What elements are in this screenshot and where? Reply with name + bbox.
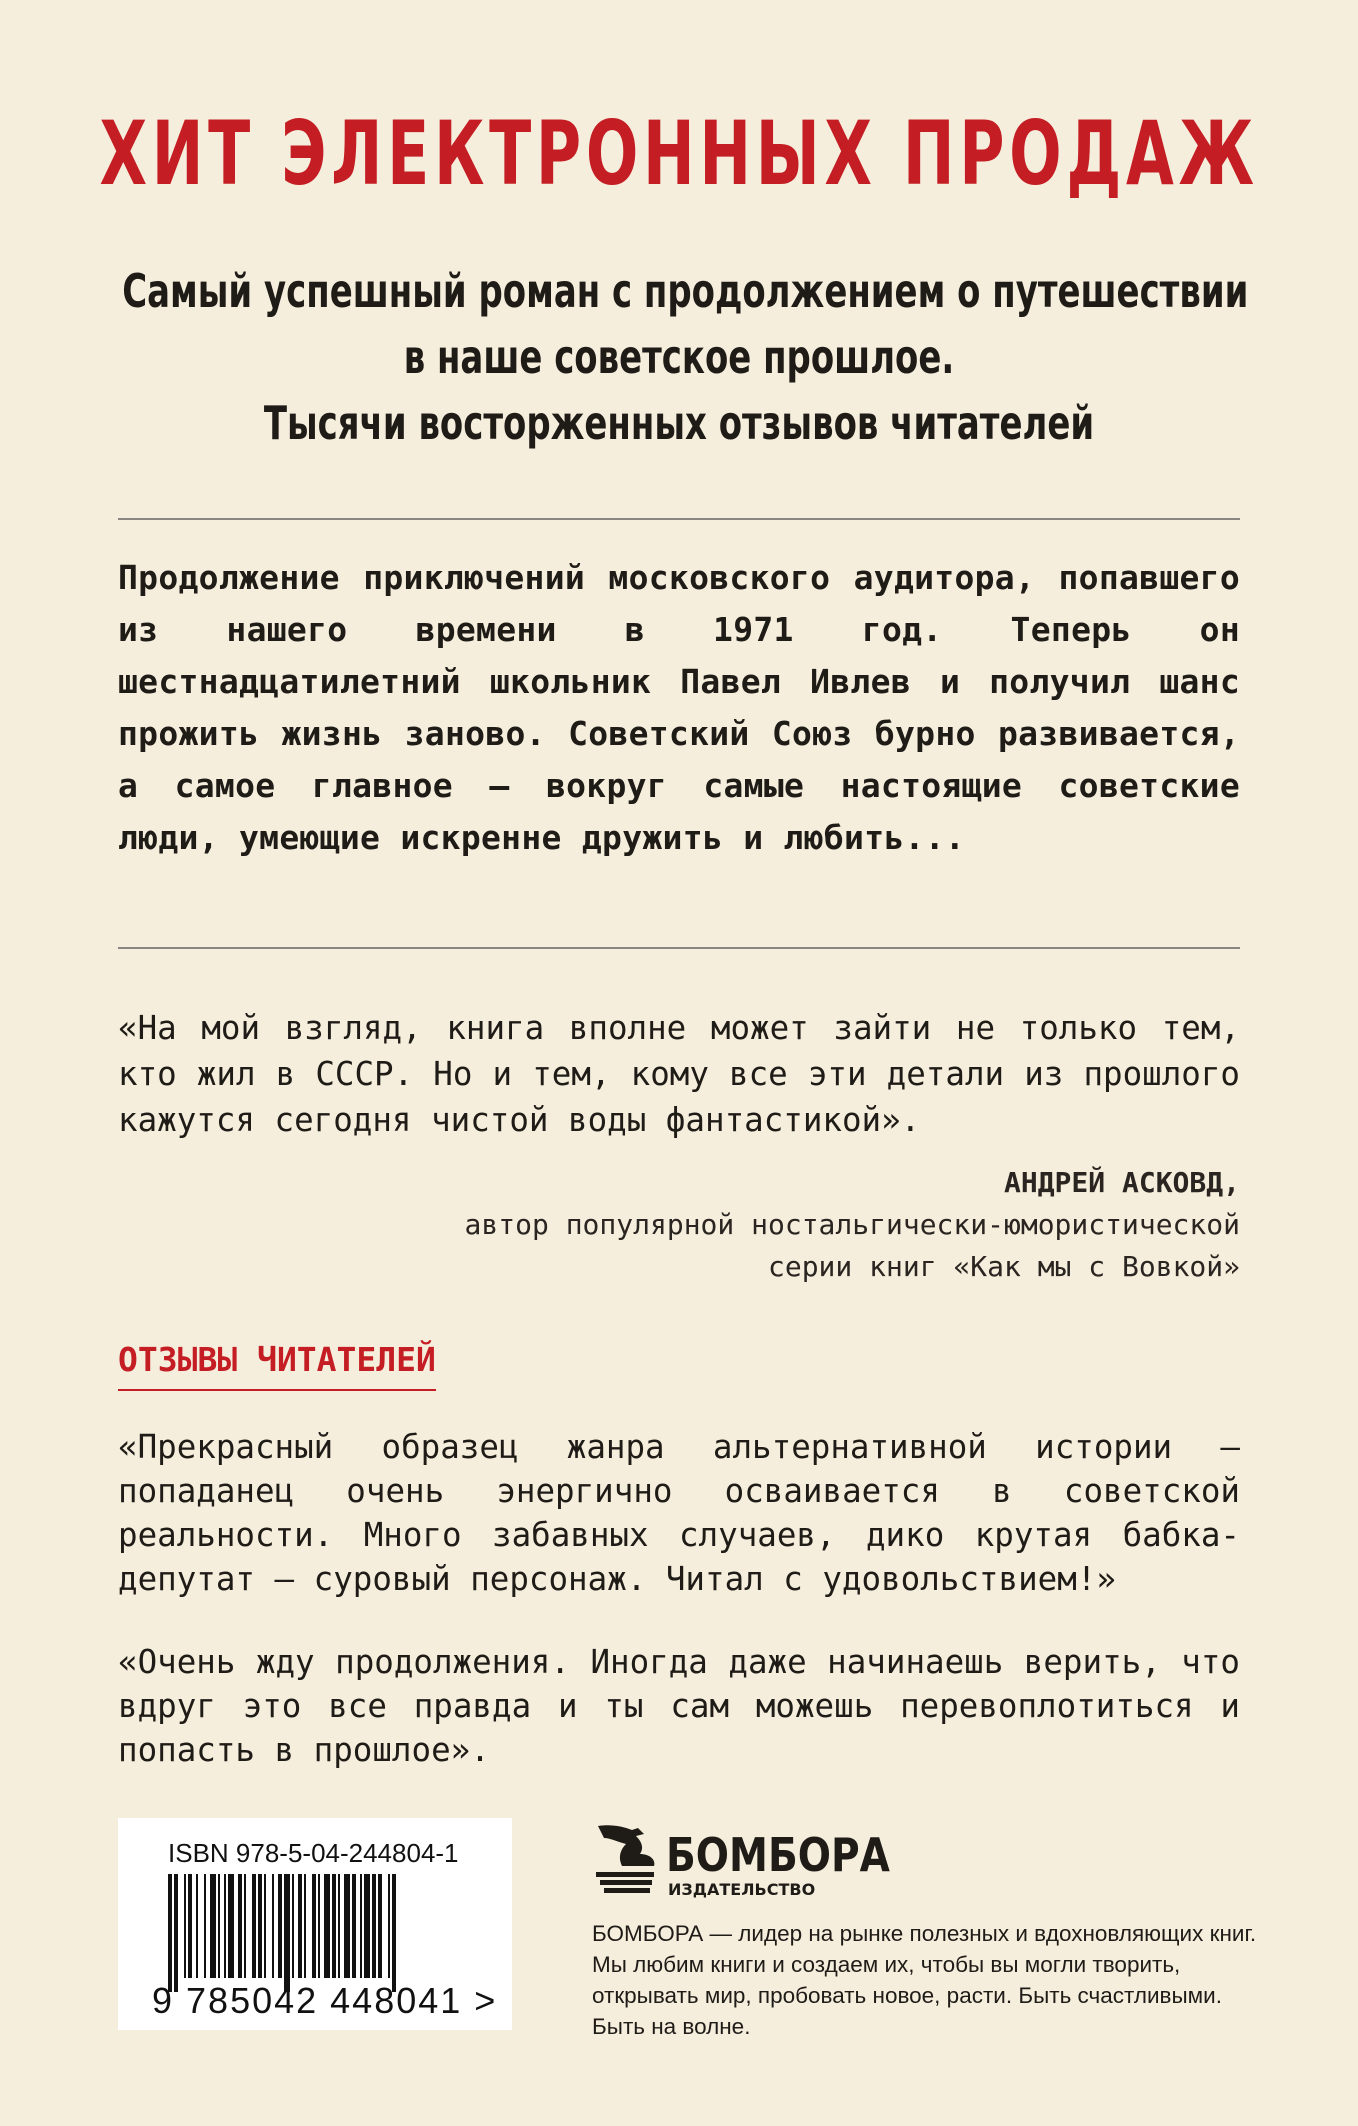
quote-author: АНДРЕЙ АСКОВД, — [1003, 1166, 1240, 1199]
bombora-logo-icon — [592, 1822, 660, 1898]
author-role: серии книг «Как мы с Вовкой» — [767, 1250, 1240, 1283]
bestseller-banner — [0, 98, 1358, 208]
publisher-subtitle: ИЗДАТЕЛЬСТВО — [668, 1880, 816, 1899]
divider — [118, 947, 1240, 949]
reader-review: «Прекрасный образец жанра альтернативной истории — попаданец очень энергично осваивается в советской реальности. Много забавных случаев, дико крутая бабка-депутат — суровый персонаж. Читал с удовольствием!» — [118, 1428, 1240, 1598]
author-role: автор популярной ностальгически-юмористической — [464, 1208, 1240, 1241]
publisher-description: БОМБОРА — лидер на рынке полезных и вдохновляющих книг. Мы любим книги и создаем их, чтобы вы могли творить, открывать мир, пробовать новое, расти. Быть счастливыми. Быть на волне. — [592, 1921, 1257, 2039]
reader-review: «Очень жду продолжения. Иногда даже начинаешь верить, что вдруг это все правда и ты сам можешь перевоплотиться и попасть в прошлое». — [118, 1643, 1240, 1769]
book-annotation: Продолжение приключений московского аудитора, попавшего из нашего времени в 1971 год. Теперь он шестнадцатилетний школьник Павел Ивлев и получил шанс прожить жизнь заново. Советский Союз бурно развивается, а самое главное — вокруг самые настоящие советские люди, умеющие искренне дружить и любить... — [118, 558, 1240, 857]
barcode-digits: 9 785042 448041 > — [152, 1980, 498, 2021]
isbn-number: ISBN 978-5-04-244804-1 — [168, 1838, 459, 1868]
expert-quote: «На мой взгляд, книга вполне может зайти не только тем, кто жил в СССР. Но и тем, кому все эти детали из прошлого кажутся сегодня чистой воды фантастикой». — [118, 1009, 1240, 1139]
divider — [118, 518, 1240, 520]
tagline — [0, 258, 1358, 456]
quote-attribution — [118, 1162, 1240, 1288]
tagline-line: в наше советское прошлое. — [403, 330, 955, 384]
reviews-heading: ОТЗЫВЫ ЧИТАТЕЛЕЙ — [118, 1340, 436, 1391]
barcode-bars-icon — [168, 1874, 468, 1992]
tagline-line: Тысячи восторженных отзывов читателей — [263, 396, 1095, 450]
isbn-barcode — [118, 1818, 512, 2030]
banner-title: ХИТ ЭЛЕКТРОННЫХ ПРОДАЖ — [99, 101, 1259, 205]
tagline-line: Самый успешный роман с продолжением о путешествии — [122, 264, 1249, 318]
publisher-name: БОМБОРА — [666, 1828, 890, 1882]
